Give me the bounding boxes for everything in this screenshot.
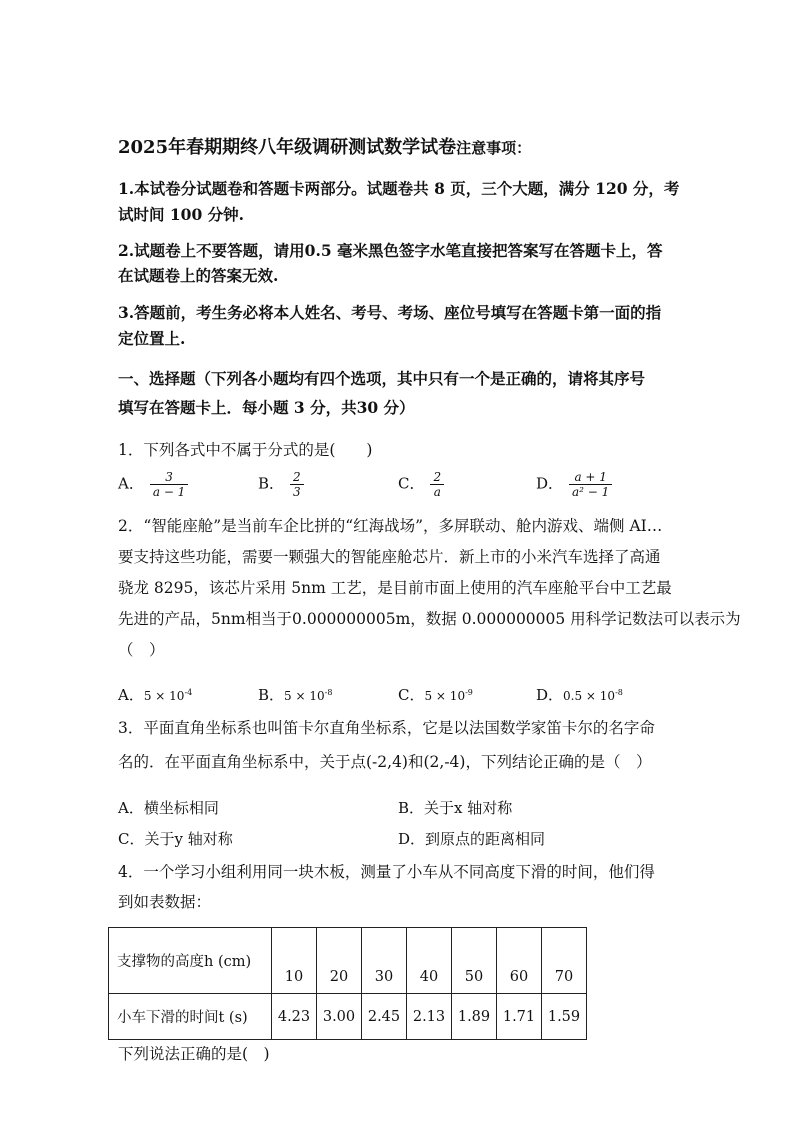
section-heading-line2: 填写在答题卡上．每小题 3 分，共30 分） (118, 398, 415, 417)
table-row-time (109, 994, 587, 1040)
q4-line-1: 4．一个学习小组利用同一块木板，测量了小车从不同高度下滑的时间，他们得 (118, 863, 655, 881)
q1-option-a-fraction (150, 470, 188, 499)
table-cell: 50 (452, 928, 497, 994)
q2-option-a-value (144, 689, 192, 703)
q2-option-c[interactable] (398, 684, 473, 705)
q2-option-a[interactable] (118, 684, 192, 705)
q1-option-d-label: D． (536, 474, 564, 493)
q2-line-5: （ ） (118, 641, 165, 659)
notice-2-line2: 在试题卷上的答案无效. (118, 266, 279, 285)
notice-1-line2: 试时间 100 分钟. (118, 205, 245, 224)
q4-line-2: 到如表数据： (118, 893, 212, 911)
q2-line-4: 先进的产品，5nm相当于0.000000005m，数据 0.000000005 用科学记数法可以表示为 (118, 610, 741, 628)
sci-exponent: -4 (184, 688, 193, 697)
table-cell: 1.71 (497, 994, 542, 1040)
fraction-denominator: a² − 1 (569, 484, 612, 499)
title-main: 2025年春期期终八年级调研测试数学试卷 (118, 137, 457, 158)
q3-option-a[interactable]: A．横坐标相同 (118, 799, 219, 817)
table-row-header: 小车下滑的时间t (s) (109, 994, 272, 1040)
sci-exponent: -9 (465, 688, 473, 697)
table-cell: 60 (497, 928, 542, 994)
sci-exponent: -8 (615, 688, 623, 697)
q2-option-b-label: B． (258, 686, 285, 704)
fraction-numerator: 2 (433, 470, 442, 484)
q1-option-d[interactable] (536, 470, 612, 499)
table-row-header: 支撑物的高度h (cm) (109, 928, 272, 994)
q2-option-d[interactable] (536, 684, 623, 705)
table-cell: 2.13 (407, 994, 452, 1040)
table-cell: 20 (317, 928, 362, 994)
q3-option-d[interactable]: D．到原点的距离相同 (398, 830, 546, 848)
fraction-denominator: 3 (290, 484, 304, 499)
table-cell: 70 (542, 928, 587, 994)
q1-option-b-fraction (290, 470, 304, 499)
q1-option-b-label: B． (258, 474, 285, 493)
table-cell: 3.00 (317, 994, 362, 1040)
fraction-numerator: 2 (293, 470, 301, 484)
table-cell: 40 (407, 928, 452, 994)
sci-base: 5 × 10 (424, 689, 466, 703)
q2-option-c-value (424, 689, 472, 703)
page-title (118, 133, 531, 159)
table-cell: 2.45 (362, 994, 407, 1040)
q1-option-c[interactable] (398, 470, 444, 499)
table-cell: 10 (272, 928, 317, 994)
table-cell: 4.23 (272, 994, 317, 1040)
q1-option-c-label: C． (398, 474, 425, 493)
fraction-denominator: a (430, 484, 444, 499)
sci-base: 5 × 10 (284, 689, 325, 703)
q3-option-b[interactable]: B．关于x 轴对称 (398, 799, 513, 817)
q2-option-c-label: C． (398, 686, 425, 704)
table-cell: 30 (362, 928, 407, 994)
q3-option-c[interactable]: C．关于y 轴对称 (118, 830, 233, 848)
q2-option-a-label: A． (118, 686, 144, 704)
q2-option-b-value (284, 689, 332, 703)
q2-line-1: 2．“智能座舱”是当前车企比拼的“红海战场”，多屏联动、舱内游戏、端侧 AI… (118, 517, 663, 535)
fraction-numerator: a + 1 (574, 470, 607, 484)
table-cell: 1.89 (452, 994, 497, 1040)
q3-line-1: 3．平面直角坐标系也叫笛卡尔直角坐标系，它是以法国数学家笛卡尔的名字命 (118, 719, 655, 737)
table-row-height (109, 928, 587, 994)
q1-option-d-fraction (569, 470, 612, 499)
notice-2-line1: 2.试题卷上不要答题，请用0.5 毫米黑色签字水笔直接把答案写在答题卡上，答 (118, 241, 663, 260)
sci-base: 5 × 10 (143, 689, 185, 703)
q2-line-2: 要支持这些功能，需要一颗强大的智能座舱芯片．新上市的小米汽车选择了高通 (118, 548, 661, 566)
fraction-numerator: 3 (165, 470, 173, 484)
table-cell: 1.59 (542, 994, 587, 1040)
q1-option-b[interactable] (258, 470, 304, 499)
q1-option-a-label: A． (118, 474, 144, 493)
q2-option-d-label: D． (536, 686, 564, 704)
sci-base: 0.5 × 10 (563, 689, 616, 703)
q2-option-d-value (563, 689, 623, 703)
q3-line-2: 名的．在平面直角坐标系中，关于点(-2,4)和(2,-4)，下列结论正确的是（ ） (118, 753, 652, 771)
sci-exponent: -8 (324, 688, 333, 697)
q2-option-b[interactable] (258, 684, 332, 705)
q4-data-table (108, 927, 587, 1040)
q1-option-c-fraction (430, 470, 444, 499)
notice-3-line1: 3.答题前，考生务必将本人姓名、考号、考场、座位号填写在答题卡第一面的指 (118, 303, 662, 322)
fraction-denominator: a − 1 (150, 484, 188, 499)
notice-3-line2: 定位置上. (118, 329, 186, 348)
title-note: 注意事项： (456, 139, 532, 157)
q2-line-3: 骁龙 8295，该芯片采用 5nm 工艺，是目前市面上使用的汽车座舱平台中工艺最 (118, 579, 672, 597)
q1-stem: 1．下列各式中不属于分式的是( ) (118, 441, 373, 459)
notice-1-line1: 1.本试卷分试题卷和答题卡两部分。试题卷共 8 页，三个大题，满分 120 分，考 (118, 179, 680, 198)
q1-option-a[interactable] (118, 470, 188, 499)
section-heading-line1: 一、选择题（下列各小题均有四个选项，其中只有一个是正确的，请将其序号 (118, 369, 646, 388)
q4-after-table: 下列说法正确的是( ) (118, 1045, 270, 1063)
